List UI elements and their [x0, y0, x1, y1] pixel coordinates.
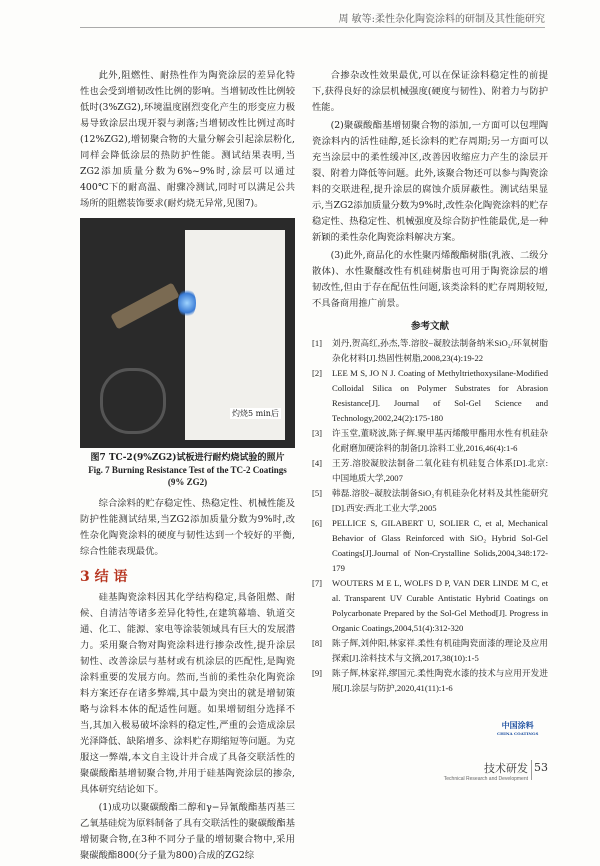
reference-item: [312, 666, 548, 696]
reference-text: 韩磊.溶胶−凝胶法制备SiO₂有机硅杂化材料及其性能研究[D].西安:西北工业大学,2005: [332, 488, 548, 513]
reference-number: [9]: [312, 668, 323, 678]
reference-text: LEE M S, JO N J. Coating of Methyltriethoxysilane-Modified Colloidal Silica on Polymer Substrates for Abrasion Resistance[J]. Journal of Sol-Gel Science and Technology,2002,24(2):175-180: [332, 368, 548, 423]
reference-text: 王芳.溶胶凝胶法制备二氧化硅有机硅复合体系[D].北京:中国地质大学,2007: [332, 458, 548, 483]
journal-logo: [497, 720, 538, 736]
reference-number: [6]: [312, 518, 323, 528]
reference-number: [8]: [312, 638, 323, 648]
reference-item: [312, 366, 548, 426]
right-column: [312, 68, 548, 696]
figure-caption-cn: 图7 TC-2(9%ZG2)试板进行耐灼烧试验的照片: [90, 453, 285, 463]
reference-number: [7]: [312, 578, 323, 588]
reference-text: PELLICE S, GILABERT U, SOLIER C, et al, Mechanical Behavior of Glass Reinforced with SiO₂ Hybrid Sol-Gel Coatings[J].Journal of Non-Crystalline Solids,2004,348:172-179: [332, 518, 548, 573]
page-header: [0, 0, 600, 58]
page-number: 53: [534, 761, 548, 774]
figure-caption-en-2: (9% ZG2): [167, 477, 208, 487]
reference-text: 陈子辉,刘仲阳,林家祥.柔性有机硅陶瓷面漆的理论及应用探索[J].涂料技术与文摘,2017,38(10):1-5: [332, 638, 548, 663]
reference-number: [2]: [312, 368, 323, 378]
paragraph: 硅基陶瓷涂料因其化学结构稳定,具备阻燃、耐候、自清洁等诸多差异化特性,在建筑幕墙、轨道交通、化工、能源、家电等涂装领域具有巨大的发展潜力。采用聚合物对陶瓷涂料进行掺杂改性,提升涂层韧性、改善涂层与基材或有机涂层的匹配性,是陶瓷涂料重要的发展方向。然而,当前的柔性杂化陶瓷涂料方案还存在诸多弊端,其中最为突出的就是增韧策略与涂料本体的配适性问题。如果增韧组分选择不当,其加入极易破坏涂料的稳定性,严重的会造成涂层光泽降低、缺陷增多、涂料贮存期缩短等问题。为克服这一弊端,本文自主设计并合成了具备交联活性的聚碳酸酯基增韧聚合物,并用于硅基陶瓷涂层的掺杂,具体研究结论如下。: [80, 592, 295, 795]
flame-icon: [178, 288, 196, 318]
reference-item: [312, 426, 548, 456]
logo-main: 中国涂料: [501, 720, 534, 730]
figure-label: 灼烧5 min后: [232, 409, 279, 418]
paragraph: (1)成功以聚碳酸酯二醇和γ−异氰酸酯基丙基三乙氧基硅烷为原料制备了具有交联活性的聚碳酸酯基增韧聚合物,在3种不同分子量的增韧聚合物中,采用聚碳酸酯800(分子量为800)合成的ZG2综: [80, 802, 295, 861]
references-title: 参考文献: [410, 321, 449, 332]
figure-7-photo: [80, 218, 295, 448]
header-rule: [80, 27, 545, 28]
reference-number: [5]: [312, 488, 323, 498]
paragraph: (3)此外,商品化的水性聚丙烯酸酯树脂(乳液、二级分散体)、水性聚醚改性有机硅树脂也可用于陶瓷涂层的增韧改性,但由于存在配伍性问题,该类涂料的贮存周期较短,不具备商用推广前景。: [312, 250, 548, 309]
reference-item: [312, 486, 548, 516]
section-heading: 3 结 语: [80, 569, 128, 585]
reference-item: [312, 636, 548, 666]
paragraph: 合掺杂改性效果最优,可以在保证涂料稳定性的前提下,获得良好的涂层机械强度(硬度与韧性)、附着力与防护性能。: [312, 70, 548, 113]
logo-sub: CHINA COATINGS: [497, 731, 539, 736]
figure-caption-en: Fig. 7 Burning Resistance Test of the TC-2 Coatings: [88, 465, 287, 475]
paragraph: 此外,阻燃性、耐热性作为陶瓷涂层的差异化特性也会受到增韧改性比例的影响。当增韧改性比例较低时(3%ZG2),环境温度剧烈变化产生的形变应力极易导致涂层出现开裂与剥落;当增韧改性比例过高时(12%ZG2),增韧聚合物的大量分解会引起涂层粉化,同样会降低涂层的热防护性能。测试结果表明,当ZG2添加质量分数为6%~9%时,涂层可以通过400℃下的耐高温、耐骤冷测试,同时可以满足公共场所的阻燃装饰要求(耐灼烧无异常,见图7)。: [80, 70, 295, 209]
footer-divider: [531, 760, 532, 780]
footer-section-sub: Technical Research and Development: [443, 776, 528, 782]
torch-icon: [110, 283, 179, 330]
running-header: 周 敏等:柔性杂化陶瓷涂料的研制及其性能研究: [338, 14, 545, 25]
reference-number: [4]: [312, 458, 323, 468]
reference-text: 陈子辉,林家祥,缪国元.柔性陶瓷水漆的技术与应用开发进展[J].涂层与防护,2020,41(11):1-6: [332, 668, 548, 693]
reference-item: [312, 336, 548, 366]
reference-text: 许玉堂,董晓波,陈子辉.聚甲基丙烯酸甲酯用水性有机硅杂化耐磨加硬涂料的制备[J].涂料工业,2016,46(4):1-6: [332, 428, 548, 453]
reference-text: 刘丹,贺高红,孙杰,等.溶胶−凝胶法制备纳米SiO₂/环氧树脂杂化材料[J].热固性树脂,2008,23(4):19-22: [332, 338, 548, 363]
left-column: [80, 68, 295, 866]
reference-item: [312, 576, 548, 636]
reference-number: [1]: [312, 338, 323, 348]
footer-section-name: 技术研发: [484, 762, 528, 775]
paragraph: (2)聚碳酸酯基增韧聚合物的添加,一方面可以包埋陶瓷涂料内的活性硅醇,延长涂料的贮存周期;另一方面可以充当涂层中的柔性缓冲区,改善因收缩应力产生的涂层开裂、附着力降低等问题。此外,该聚合物还可以参与陶瓷涂料的交联进程,提升涂层的腐蚀介质屏蔽性。测试结果显示,当ZG2添加质量分数为9%时,改性杂化陶瓷涂料的贮存稳定性、热稳定性、机械强度及综合防护性能最优,是一种新颖的柔性杂化陶瓷涂料解决方案。: [312, 120, 548, 243]
reference-list: [312, 336, 548, 696]
reference-text: WOUTERS M E L, WOLFS D P, VAN DER LINDE M C, et al. Transparent UV Curable Antistatic Hybrid Coatings on Polycarbonate Prepared by the Sol-Gel Method[J]. Progress in Organic Coatings,2004,51(4):312-320: [332, 578, 548, 633]
clamp-icon: [100, 368, 166, 434]
reference-number: [3]: [312, 428, 323, 438]
paragraph: 综合涂料的贮存稳定性、热稳定性、机械性能及防护性能测试结果,当ZG2添加质量分数为9%时,改性杂化陶瓷涂料的硬度与韧性达到一个较好的平衡,综合性能表现最优。: [80, 498, 295, 557]
reference-item: [312, 456, 548, 486]
reference-item: [312, 516, 548, 576]
